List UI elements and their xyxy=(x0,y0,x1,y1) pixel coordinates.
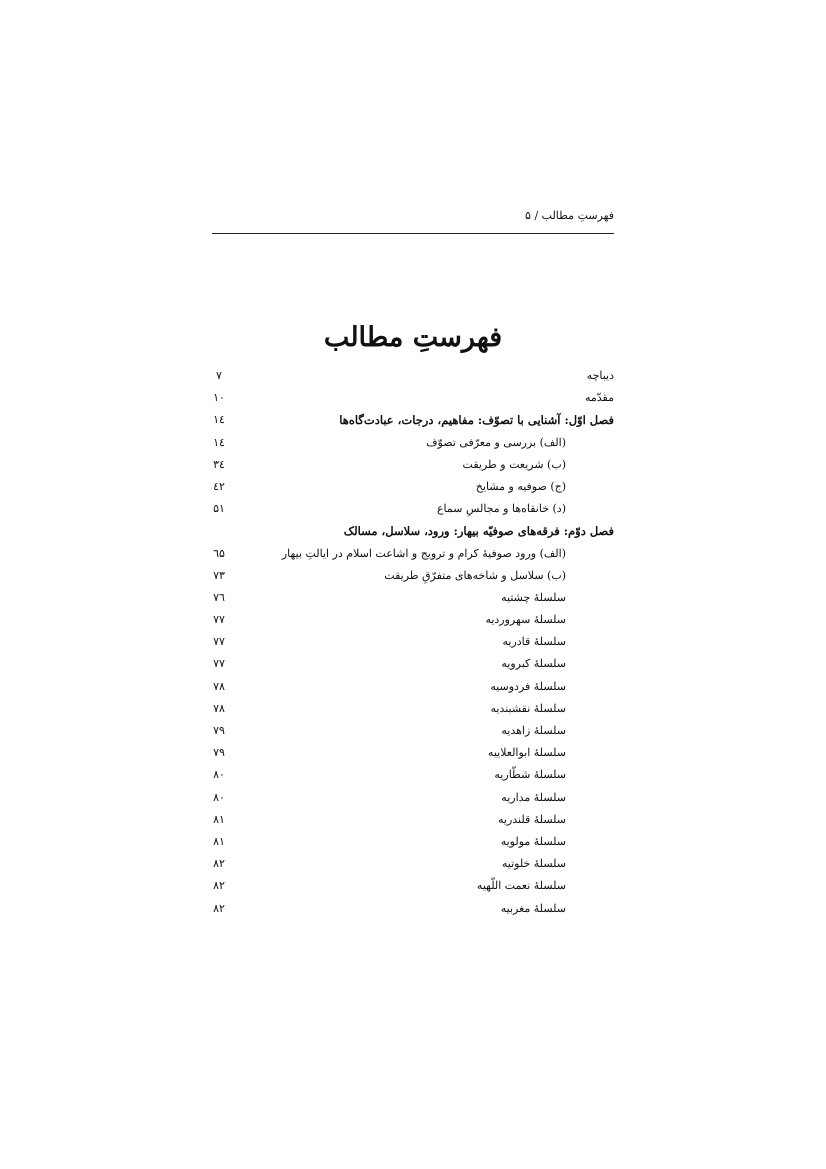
toc-entry-label: فصل دوّم: فرقه‌های صوفیّه بیهار: ورود، سلاسل، مسالک xyxy=(343,524,614,539)
toc-page-number: ۸۰ xyxy=(213,790,225,804)
toc-row xyxy=(212,499,614,521)
toc-row xyxy=(212,654,614,676)
toc-page-number: ۸۲ xyxy=(213,901,225,915)
toc-page-number: ۷۸ xyxy=(213,701,225,715)
toc-page-number: ۷۹ xyxy=(213,746,225,760)
page-title: فهرستِ مطالب xyxy=(323,322,503,353)
toc-page-number: ۸۱ xyxy=(213,812,225,826)
toc-row xyxy=(212,455,614,477)
toc-entry-label: سلسلهٔ قلندریه xyxy=(498,812,566,826)
toc-entry-label: سلسلهٔ شطّاریه xyxy=(494,768,566,782)
toc-entry-label: سلسلهٔ کبرویه xyxy=(501,657,566,671)
toc-row xyxy=(212,566,614,588)
toc-page-number: ۸۲ xyxy=(213,857,225,871)
running-title: فهرستِ مطالب / ۵ xyxy=(525,209,614,222)
toc-row xyxy=(212,876,614,898)
toc-entry-label: دیباچه xyxy=(586,369,614,382)
toc-row xyxy=(212,788,614,810)
toc-entry-label: سلسلهٔ چشتیه xyxy=(501,590,566,604)
toc-chapter-row xyxy=(212,410,614,432)
toc-row xyxy=(212,477,614,499)
toc-entry-label: (د) خانقاه‌ها و مجالسِ سماع xyxy=(436,502,566,516)
toc-page-number: ۱۰ xyxy=(213,391,225,405)
toc-page-number: ۳٤ xyxy=(213,457,225,471)
toc-entry-label: (ج) صوفیه و مشایخ xyxy=(475,479,566,493)
toc-row xyxy=(212,366,614,388)
toc-row xyxy=(212,677,614,699)
toc-entry-label: سلسلهٔ سهروردیه xyxy=(485,613,566,627)
toc-page-number: ۵۱ xyxy=(213,502,225,516)
toc-page-number: ۱٤ xyxy=(213,413,225,427)
toc-page-number: ۷٦ xyxy=(213,590,225,604)
toc-page-number: ۷۷ xyxy=(213,657,225,671)
toc-row xyxy=(212,854,614,876)
page-header xyxy=(212,207,614,234)
toc-row xyxy=(212,899,614,921)
toc-entry-label: سلسلهٔ زاهدیه xyxy=(501,724,566,737)
toc-page-number: ۷۷ xyxy=(213,635,225,649)
toc-row xyxy=(212,832,614,854)
toc-page-number: ۷ xyxy=(216,369,222,382)
toc-entry-label: سلسلهٔ مولویه xyxy=(500,834,566,848)
toc-row xyxy=(212,388,614,410)
toc-row xyxy=(212,588,614,610)
toc-entry-label: (ب) شریعت و طریقت xyxy=(462,457,566,471)
toc-row xyxy=(212,810,614,832)
toc-row xyxy=(212,610,614,632)
toc-page-number: ۸۱ xyxy=(213,834,225,848)
toc-entry-label: سلسلهٔ خلوتیه xyxy=(501,857,566,871)
toc-entry-label: سلسلهٔ مغربیه xyxy=(500,901,566,915)
toc-row xyxy=(212,765,614,787)
toc-entry-label: مقدّمه xyxy=(584,391,614,405)
toc-row xyxy=(212,721,614,743)
toc-page-number: ۷۳ xyxy=(213,568,225,582)
toc-row xyxy=(212,632,614,654)
toc-row xyxy=(212,544,614,566)
toc-entry-label: سلسلهٔ قادریه xyxy=(502,635,566,649)
toc-entry-label: فصل اوّل: آشنایی با تصوّف: مفاهیم، درجات، عبادت‌گاه‌ها xyxy=(339,413,614,428)
toc-entry-label: سلسلهٔ نقشبندیه xyxy=(490,701,566,715)
table-of-contents xyxy=(212,366,614,921)
toc-page-number: ۷۷ xyxy=(213,613,225,627)
toc-page-number: ۸۰ xyxy=(213,768,225,782)
toc-entry-label: (الف) ورود صوفیهٔ کرام و ترویج و اشاعت اسلام در ایالتِ بیهار xyxy=(281,546,566,560)
toc-entry-label: سلسلهٔ فردوسیه xyxy=(490,679,566,693)
toc-chapter-row xyxy=(212,521,614,543)
toc-page-number: ۷۹ xyxy=(213,724,225,737)
toc-page-number: ٦۵ xyxy=(213,546,225,560)
toc-row xyxy=(212,743,614,765)
toc-page-number: ۸۲ xyxy=(213,879,225,893)
toc-row xyxy=(212,433,614,455)
toc-entry-label: سلسلهٔ نعمت اللّهیه xyxy=(476,879,566,893)
toc-entry-label: سلسلهٔ ابوالعلاییه xyxy=(487,746,566,760)
toc-row xyxy=(212,699,614,721)
toc-entry-label: (ب) سلاسل و شاخه‌های متفرّقِ طریقت xyxy=(384,568,566,582)
toc-page-number: ٤۲ xyxy=(213,479,225,493)
toc-entry-label: (الف) بررسی و معرّفی تصوّف xyxy=(426,435,566,449)
toc-page-number: ۷۸ xyxy=(213,679,225,693)
toc-entry-label: سلسلهٔ مداریه xyxy=(501,790,566,804)
toc-page-number: ۱٤ xyxy=(213,435,225,449)
